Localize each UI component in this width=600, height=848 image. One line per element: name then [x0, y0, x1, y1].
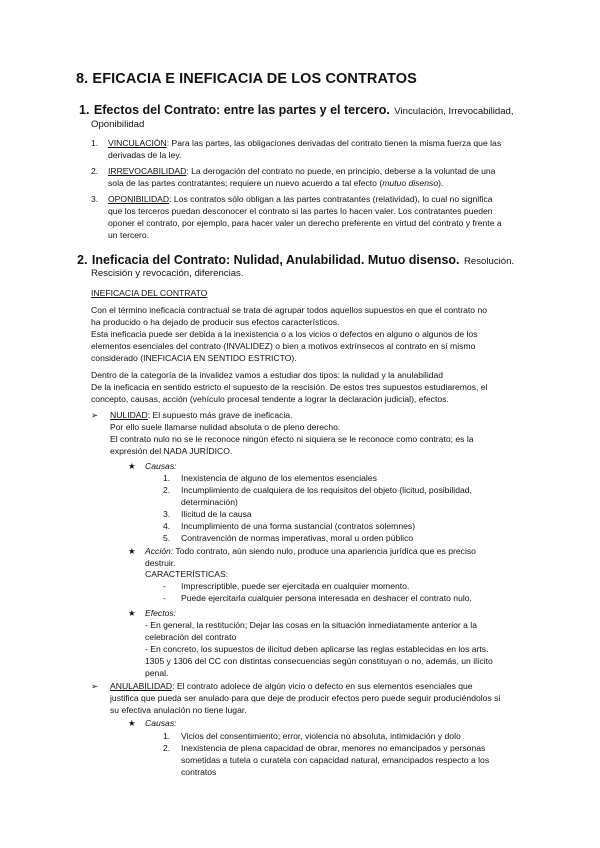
accion-label: Acción:: [145, 546, 174, 556]
efectos-line: 1305 y 1306 del CC con distintas consecuencias según constituyan o no, además, un ilícito: [145, 656, 493, 666]
para1-line: considerado (INEFICACIA EN SENTIDO ESTRICTO).: [91, 353, 297, 363]
term-irrevocabilidad: IRREVOCABILIDAD: [108, 166, 187, 176]
dash-bullet: -: [163, 581, 166, 591]
term-anulabilidad: ANULABILIDAD: [110, 681, 173, 691]
s1-item-num-1: 1.: [91, 138, 99, 148]
section1-subtitle-cont: Oponibilidad: [91, 119, 145, 130]
nulidad-block: [110, 409, 524, 457]
causa-text-block: [181, 742, 525, 778]
causa-text: Incumplimiento de una forma sustancial (contratos solemnes): [181, 521, 416, 531]
star-bullet-icon: ★: [128, 461, 136, 471]
s1-item-2-end: ).: [438, 178, 444, 188]
section2-title: Ineficacia del Contrato: Nulidad, Anulabilidad. Mutuo disenso.: [91, 253, 460, 267]
causa-text: determinación): [181, 497, 238, 507]
s1-item-3-text-c: oponer el contrato, por ejemplo, para hacer valer un derecho preferente en virtud del contrato y frente a: [108, 218, 502, 228]
s1-item-1-text: : Para las partes, las obligaciones derivadas del contrato tienen la misma fuerza que las: [166, 138, 502, 148]
efectos-line: celebración del contrato: [145, 632, 237, 642]
para1-line: Con el término ineficacia contractual se trata de agrupar todos aquellos supuestos en que el contrato no: [91, 305, 488, 315]
para2-line: concepto, causas, acción (vehículo procesal tendente a lograr la declaración judicial), efectos.: [91, 394, 449, 404]
term-vinculacion: VINCULACIÓN: [108, 138, 167, 148]
para2-line: Dentro de la categoría de la invalidez vamos a estudiar dos tipos: la nulidad y la anulabilidad: [91, 370, 444, 380]
efectos-block: [145, 619, 525, 679]
causa-text: Contravención de normas imperativas, moral u orden público: [181, 533, 414, 543]
causa-num: 3.: [163, 509, 171, 519]
efectos-line: - En general, la restitución; Dejar las cosas en la situación inmediatamente anterior a la: [145, 620, 477, 630]
section2-subtitle: Resolución.: [463, 256, 515, 267]
s1-item-2-text-b: sola de las partes contratantes; requiere un nuevo acuerdo a tal efecto (: [108, 178, 383, 188]
accion-text: Todo contrato, aún siendo nulo, produce una apariencia jurídica que es preciso: [173, 546, 476, 556]
star-bullet-icon: ★: [128, 546, 136, 556]
section2-subtitle-cont: Rescisión y revocación, diferencias.: [91, 268, 244, 279]
causa-num: 5.: [163, 533, 171, 543]
para1-line: elementos esenciales del contrato (INVALIDEZ) o bien a motivos extrínsecos al contrato en sí mismo: [91, 341, 476, 351]
arrow-bullet-icon: ➢: [91, 681, 99, 691]
causas-label: Causas:: [145, 718, 177, 728]
term-nulidad: NULIDAD: [110, 410, 148, 420]
arrow-bullet-icon: ➢: [91, 410, 99, 420]
nulidad-line: El contrato nulo no se le reconoce ningún efecto ni siquiera se le reconoce como contrato; es la: [110, 434, 474, 444]
s1-item-2-text: : La derogación del contrato no puede, en principio, deberse a la voluntad de una: [186, 166, 496, 176]
s1-item-num-2: 2.: [91, 166, 99, 176]
para1-line: ha producido o ha dejado de producir sus efectos característicos.: [91, 317, 340, 327]
s1-item-1-text-b: derivadas de la ley.: [108, 150, 182, 160]
caracteristica-item: Imprescriptible, puede ser ejercitada en cualquier momento.: [181, 581, 410, 591]
anulabilidad-line: su efectiva anulación no tiene lugar.: [110, 705, 247, 715]
section1-number: 1.: [79, 103, 90, 117]
efectos-line: - En concreto, los supuestos de ilicitud deben aplicarse las reglas establecidas en los arts.: [145, 644, 489, 654]
causa-num: 1.: [163, 731, 171, 741]
causa-text: contratos: [181, 767, 217, 777]
section1-subtitle: Vinculación, Irrevocabilidad,: [394, 106, 514, 117]
causa-text: Vicios del consentimiento; error, violencia no absoluta, intimidación y dolo: [181, 731, 461, 741]
causa-num: 1.: [163, 473, 171, 483]
causa-text: Inexistencia de alguno de los elementos esenciales: [181, 473, 377, 483]
star-bullet-icon: ★: [128, 718, 136, 728]
anulabilidad-block: [110, 680, 524, 716]
accion-block: [145, 545, 525, 569]
causa-text: sometidas a tutela o curatela con capacidad natural, emancipados respecto a los: [181, 755, 490, 765]
page-title: 8. EFICACIA E INEFICACIA DE LOS CONTRATOS: [76, 71, 417, 87]
nulidad-line: expresión del NADA JURÍDICO.: [110, 446, 233, 456]
nulidad-line: Por ello suele llamarse nulidad absoluta o de pleno derecho.: [110, 422, 341, 432]
ineficacia-label: INEFICACIA DEL CONTRATO: [91, 288, 208, 298]
paragraph-ineficacia: [91, 304, 523, 364]
dash-bullet: -: [163, 593, 166, 603]
causa-num: 2.: [163, 743, 171, 753]
paragraph-invalidez: [91, 369, 523, 405]
s1-item-3-text: : Los contratos sólo obligan a las partes contratantes (relatividad), lo cual no significa: [169, 194, 493, 204]
nulidad-line: : El supuesto más grave de ineficacia.: [147, 410, 293, 420]
causas-label: Causas:: [145, 461, 177, 471]
efectos-line: penal.: [145, 668, 169, 678]
anulabilidad-line: justifica que pueda ser anulado para que deje de producir efectos pero puede seguir produciéndolos si: [110, 693, 501, 703]
causa-text: Incumplimiento de cualquiera de los requisitos del objeto (licitud, posibilidad,: [181, 485, 472, 495]
s1-item-2-italic: mutuo disenso: [382, 178, 439, 188]
s1-item-2: [108, 165, 526, 189]
causa-num: 4.: [163, 521, 171, 531]
caracteristicas-label: CARACTERÍSTICAS:: [145, 569, 229, 579]
term-oponibilidad: OPONIBILIDAD: [108, 194, 170, 204]
causa-text-block: [181, 484, 524, 508]
efectos-label: Efectos:: [145, 608, 177, 618]
section1-title: Efectos del Contrato: entre las partes y el tercero.: [93, 103, 390, 117]
accion-text: destruir.: [145, 558, 176, 568]
para1-line: Esta ineficacia puede ser debida a la inexistencia o a los vicios o defectos en alguno o algunos de los: [91, 329, 478, 339]
causa-text: Ilicitud de la causa: [181, 509, 252, 519]
caracteristica-item: Puede ejercitarla cualquier persona interesada en deshacer el contrato nulo.: [181, 593, 472, 603]
anulabilidad-line: : El contrato adolece de algún vicio o defecto en sus elementos esenciales que: [172, 681, 473, 691]
star-bullet-icon: ★: [128, 608, 136, 618]
section2-heading: [77, 251, 514, 269]
s1-item-num-3: 3.: [91, 194, 99, 204]
section2-number: 2.: [77, 253, 88, 267]
s1-item-1: [108, 137, 526, 161]
causa-num: 2.: [163, 485, 171, 495]
s1-item-3-text-d: un tercero.: [108, 230, 150, 240]
causa-text: Inexistencia de plena capacidad de obrar, menores no emancipados y personas: [181, 743, 486, 753]
s1-item-3: [108, 193, 526, 241]
section1-heading: [79, 101, 514, 119]
s1-item-3-text-b: que los terceros puedan desconocer el contrato si las partes lo hacen valer. Los contratantes pueden: [108, 206, 493, 216]
para2-line: De la ineficacia en sentido estricto el supuesto de la rescisión. De estos tres supuestos estudiaremos, el: [91, 382, 488, 392]
